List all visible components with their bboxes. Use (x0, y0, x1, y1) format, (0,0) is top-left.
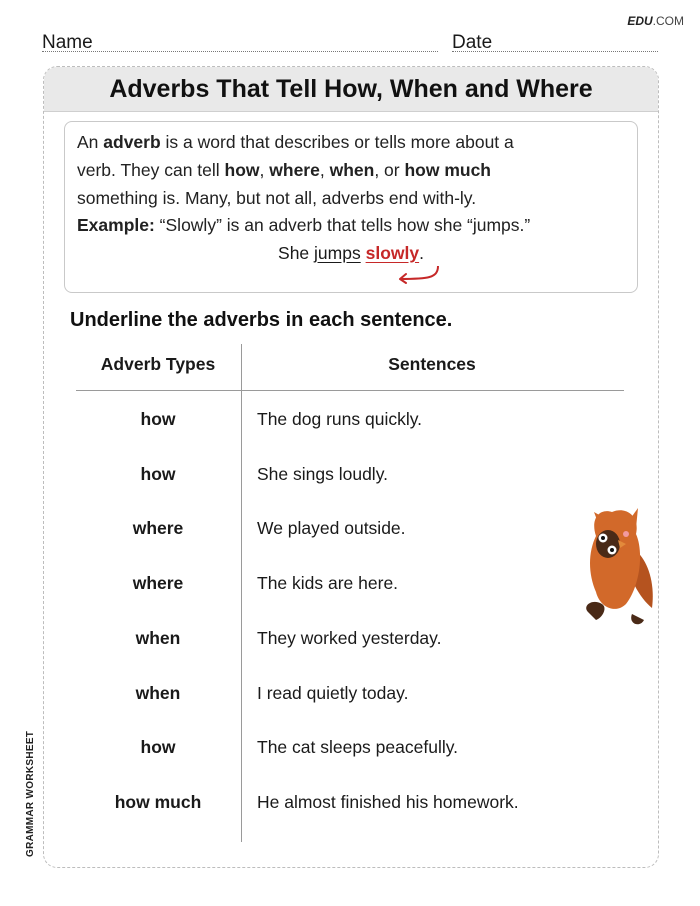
name-label: Name (42, 32, 93, 53)
sentence[interactable]: The kids are here. (257, 573, 399, 593)
intro-text: verb. They can tell (77, 160, 225, 180)
table-divider-horizontal (76, 390, 624, 391)
example-sentence (65, 243, 637, 264)
brand-suffix: .COM (652, 14, 684, 28)
intro-line-1 (77, 132, 514, 153)
adverb-type: when (135, 683, 181, 703)
intro-text: is a word that describes or tells more about a (160, 132, 514, 152)
intro-text: An (77, 132, 104, 152)
date-label: Date (452, 32, 493, 53)
adverb-type: how much (114, 792, 202, 812)
intro-text: , (319, 160, 330, 180)
intro-box (64, 121, 638, 293)
example-subject: She (278, 243, 315, 263)
side-label: GRAMMAR WORKSHEET (25, 730, 36, 857)
intro-keyword: where (269, 160, 320, 180)
sentence[interactable]: The dog runs quickly. (257, 409, 423, 429)
table-row (76, 733, 624, 763)
table-row (76, 624, 624, 654)
intro-line-4 (77, 215, 530, 236)
curved-arrow-icon (390, 264, 450, 284)
column-header-sentences: Sentences (388, 354, 476, 374)
adverb-type: how (140, 409, 176, 429)
adverb-type: how (140, 464, 176, 484)
intro-keyword: how much (404, 160, 491, 180)
sentence[interactable]: We played outside. (257, 518, 406, 538)
instruction: Underline the adverbs in each sentence. (70, 309, 453, 331)
owl-illustration (582, 508, 660, 630)
intro-text: , (259, 160, 270, 180)
intro-keyword: adverb (103, 132, 161, 152)
adverb-type: when (135, 628, 181, 648)
adverb-type: where (132, 518, 184, 538)
sentence[interactable]: I read quietly today. (257, 683, 409, 703)
intro-line-2 (77, 160, 491, 181)
sentence[interactable]: He almost finished his homework. (257, 792, 519, 812)
date-field[interactable] (452, 51, 658, 52)
name-field[interactable] (42, 51, 438, 52)
table-row (76, 788, 624, 818)
example-period: . (419, 243, 424, 263)
table-row (76, 514, 624, 544)
sentence[interactable]: The cat sleeps peacefully. (257, 737, 459, 757)
table-row (76, 460, 624, 490)
column-header-types: Adverb Types (100, 354, 216, 374)
example-text: “Slowly” is an adverb that tells how she “jumps.” (154, 215, 531, 235)
intro-text: , or (374, 160, 405, 180)
example-label: Example: (77, 215, 155, 235)
page-title: Adverbs That Tell How, When and Where (44, 67, 658, 112)
brand-main: EDU (627, 14, 653, 28)
table-row (76, 405, 624, 435)
brand-logo (627, 14, 684, 28)
adverb-type: how (140, 737, 176, 757)
intro-line-3: something is. Many, but not all, adverbs end with-ly. (77, 188, 477, 208)
example-verb: jumps (314, 243, 361, 263)
sentence[interactable]: They worked yesterday. (257, 628, 442, 648)
sentence[interactable]: She sings loudly. (257, 464, 389, 484)
adverb-type: where (132, 573, 184, 593)
intro-keyword: when (329, 160, 375, 180)
table-row (76, 569, 624, 599)
intro-keyword: how (224, 160, 260, 180)
example-adverb: slowly (365, 243, 420, 263)
table-row (76, 679, 624, 709)
